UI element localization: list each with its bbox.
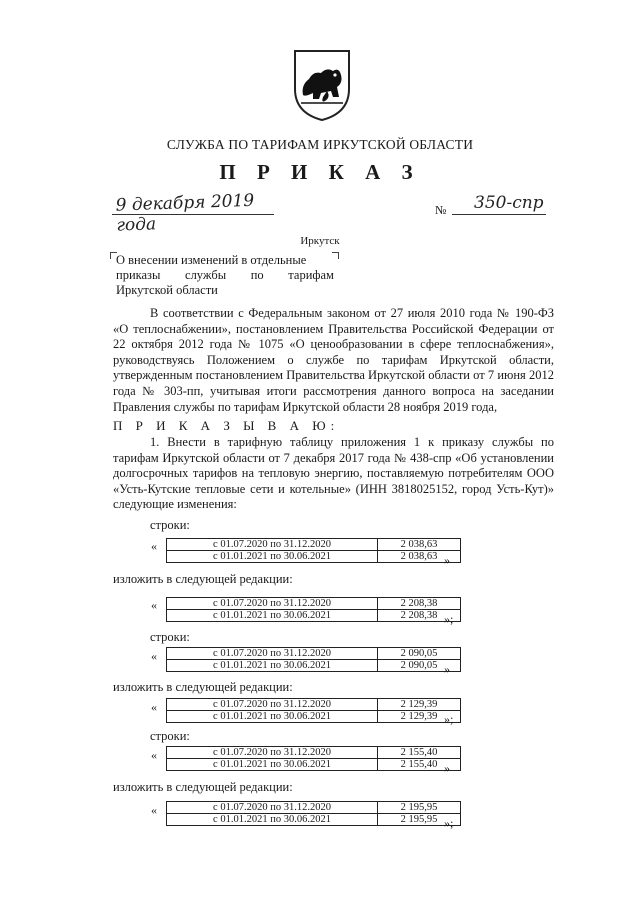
close-quote: » xyxy=(444,761,450,775)
tariff-table-old-1 xyxy=(166,538,461,563)
tariff-table-old-3 xyxy=(166,746,461,771)
table-row: с 01.07.2020 по 31.12.2020 2 155,40 xyxy=(167,747,461,759)
table-row: с 01.01.2021 по 30.06.2021 2 038,63 xyxy=(167,551,461,563)
replace-label: изложить в следующей редакции: xyxy=(113,572,293,586)
preamble-paragraph: В соответствии с Федеральным законом от 27 июля 2010 года № 190-ФЗ «О теплоснабжении», постановлением Правительства Российской Федерации от 22 октября 2012 года № 1075 «О ценообразовании в сфере теплоснабжения», руководствуясь Положением о службе по тарифам Иркутской области, утвержденным постановлением Правительства Иркутской области от 7 июня 2012 года № 303-пп, учитывая итоги рассмотрения данного вопроса на заседании Правления службы по тарифам Иркутской области 28 ноября 2019 года, xyxy=(113,306,554,414)
table-row: с 01.07.2020 по 31.12.2020 2 038,63 xyxy=(167,539,461,551)
close-quote: » xyxy=(444,662,450,676)
tariff-table-new-3 xyxy=(166,801,461,826)
replace-label: изложить в следующей редакции: xyxy=(113,680,293,694)
handwritten-date: 9 декабря 2019 года xyxy=(115,190,255,236)
table-row: с 01.01.2021 по 30.06.2021 2 208,38 xyxy=(167,610,461,622)
item-1-paragraph: 1. Внести в тарифную таблицу приложения 1 к приказу службы по тарифам Иркутской области от 7 декабря 2017 года № 438-спр «Об установлении долгосрочных тарифов на тепловую энергию, поставляемую потребителям ООО «Усть-Кутские тепловые сети и котельные» (ИНН 3818025152, город Усть-Кут)» следующие изменения: xyxy=(113,435,554,512)
close-quote-semicolon: »; xyxy=(444,612,454,626)
subject-line-3: Иркутской области xyxy=(116,283,218,297)
replace-label: изложить в следующей редакции: xyxy=(113,780,293,794)
rows-label: строки: xyxy=(150,729,190,743)
table-row: с 01.01.2021 по 30.06.2021 2 195,95 xyxy=(167,814,461,826)
tariff-table-old-2 xyxy=(166,647,461,672)
close-quote-semicolon: »; xyxy=(444,712,454,726)
open-quote: « xyxy=(151,748,157,762)
open-quote: « xyxy=(151,649,157,663)
order-declaration: П Р И К А З Ы В А Ю: xyxy=(113,418,340,433)
subject-line-2: приказы службы по тарифам xyxy=(116,268,334,282)
table-row: с 01.07.2020 по 31.12.2020 2 195,95 xyxy=(167,802,461,814)
open-quote: « xyxy=(151,598,157,612)
order-subject xyxy=(116,253,334,298)
number-underline xyxy=(452,214,546,215)
table-row: с 01.01.2021 по 30.06.2021 2 155,40 xyxy=(167,759,461,771)
table-row: с 01.01.2021 по 30.06.2021 2 090,05 xyxy=(167,660,461,672)
date-underline xyxy=(112,214,274,215)
number-label: № xyxy=(435,203,447,217)
rows-label: строки: xyxy=(150,518,190,532)
close-quote-semicolon: »; xyxy=(444,816,454,830)
table-row: с 01.07.2020 по 31.12.2020 2 129,39 xyxy=(167,699,461,711)
close-quote: » xyxy=(444,553,450,567)
city-name: Иркутск xyxy=(300,235,340,247)
agency-name: СЛУЖБА ПО ТАРИФАМ ИРКУТСКОЙ ОБЛАСТИ xyxy=(166,137,474,152)
open-quote: « xyxy=(151,803,157,817)
document-type-title: П Р И К А З xyxy=(219,160,421,184)
handwritten-order-number: 350-спр xyxy=(474,193,544,213)
open-quote: « xyxy=(151,539,157,553)
tariff-table-new-1 xyxy=(166,597,461,622)
tariff-table-new-2 xyxy=(166,698,461,723)
table-row: с 01.07.2020 по 31.12.2020 2 090,05 xyxy=(167,648,461,660)
subject-line-1: О внесении изменений в отдельные xyxy=(116,253,307,267)
table-row: с 01.07.2020 по 31.12.2020 2 208,38 xyxy=(167,598,461,610)
open-quote: « xyxy=(151,700,157,714)
table-row: с 01.01.2021 по 30.06.2021 2 129,39 xyxy=(167,711,461,723)
rows-label: строки: xyxy=(150,630,190,644)
coat-of-arms-emblem xyxy=(291,45,353,123)
